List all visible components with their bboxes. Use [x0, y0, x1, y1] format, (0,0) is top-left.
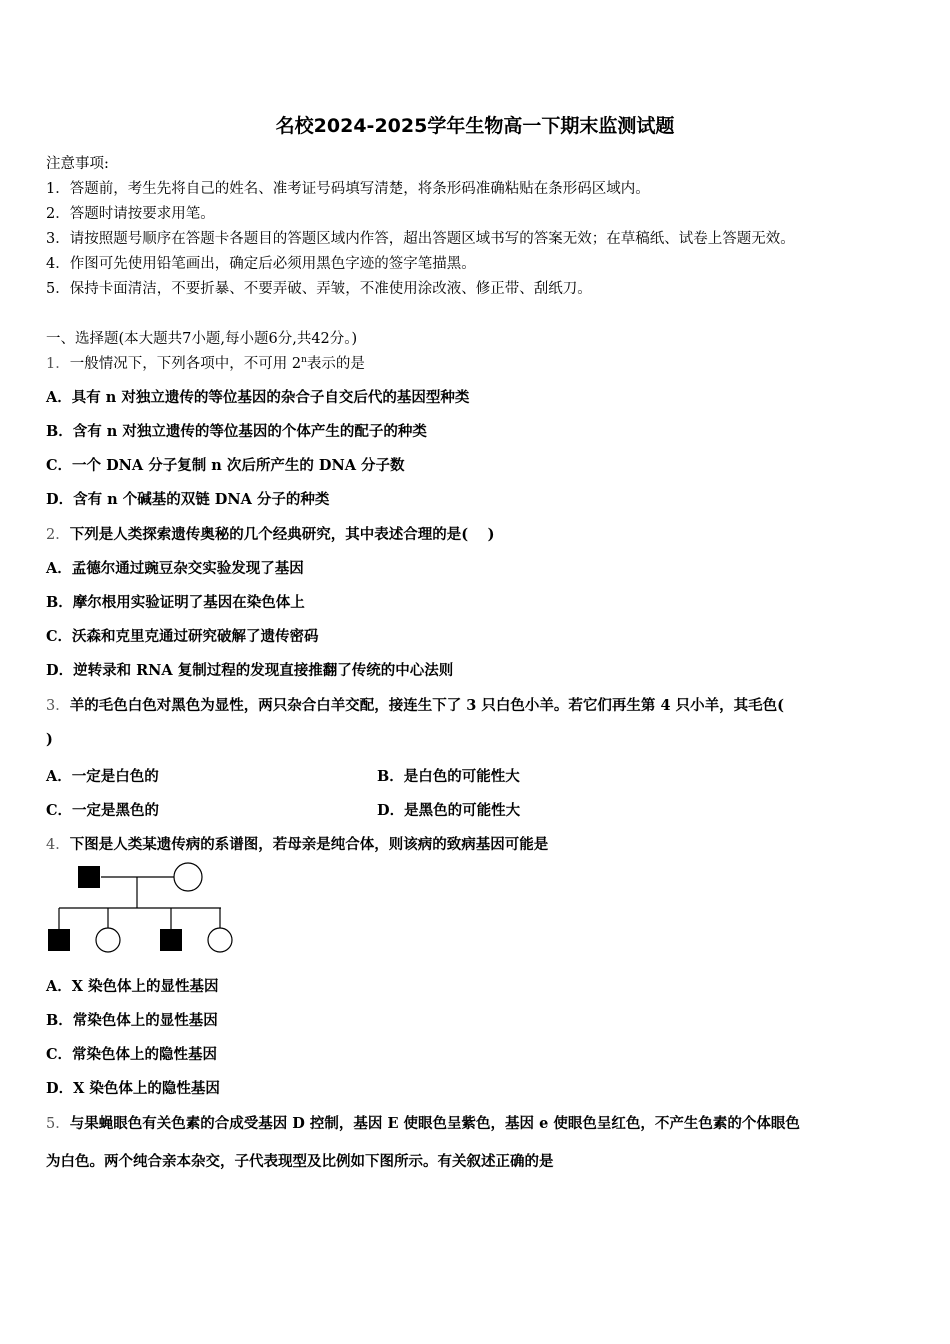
question-number: 2． [46, 527, 70, 543]
option-d[interactable]: D．是黑色的可能性大 [377, 802, 521, 819]
question-text-continued: ) [46, 731, 53, 748]
notice-heading: 注意事项: [46, 156, 109, 172]
question-number: 5． [46, 1116, 70, 1132]
notice-item: 3．请按照题号顺序在答题卡各题目的答题区域内作答，超出答题区域书写的答案无效；在草稿纸、试卷上答题无效。 [46, 231, 795, 247]
option-c[interactable]: C．常染色体上的隐性基因 [46, 1046, 218, 1063]
pedigree-diagram [45, 860, 245, 956]
option-a[interactable]: A．X 染色体上的显性基因 [46, 978, 219, 995]
unaffected-female-mother [174, 863, 202, 891]
affected-male-child [160, 929, 182, 951]
question-text-continued: 为白色。两个纯合亲本杂交，子代表现型及比例如下图所示。有关叙述正确的是 [46, 1153, 554, 1170]
option-a[interactable]: A．孟德尔通过豌豆杂交实验发现了基因 [46, 560, 304, 577]
section-heading: 一、选择题(本大题共7小题,每小题6分,共42分。) [46, 331, 358, 347]
superscript: n [301, 355, 307, 366]
question-2 [46, 523, 495, 544]
question-text: 羊的毛色白色对黑色为显性，两只杂合白羊交配，接连生下了 3 只白色小羊。若它们再生第 4 只小羊，其毛色( [69, 697, 784, 714]
option-b[interactable]: B．含有 n 对独立遗传的等位基因的个体产生的配子的种类 [46, 423, 427, 440]
question-text: 与果蝇眼色有关色素的合成受基因 D 控制，基因 E 使眼色呈紫色，基因 e 使眼色呈红色，不产生色素的个体眼色 [69, 1115, 800, 1132]
notice-item: 4．作图可先使用铅笔画出，确定后必须用黑色字迹的签字笔描黑。 [46, 256, 476, 272]
notice-item: 2．答题时请按要求用笔。 [46, 206, 215, 222]
question-text: 表示的是 [306, 356, 365, 372]
option-c[interactable]: C．一定是黑色的 [46, 802, 160, 819]
option-a[interactable]: A．一定是白色的 [46, 768, 159, 785]
unaffected-female-child [96, 928, 120, 952]
question-text: 下列是人类探索遗传奥秘的几个经典研究，其中表述合理的是( ) [69, 526, 495, 543]
question-4 [46, 833, 548, 854]
page-title: 名校2024-2025学年生物高一下期末监测试题 [275, 115, 675, 137]
question-text: 一般情况下，下列各项中，不可用 2 [69, 356, 302, 372]
option-d[interactable]: D．X 染色体上的隐性基因 [46, 1080, 220, 1097]
question-number: 3． [46, 698, 70, 714]
option-b[interactable]: B．常染色体上的显性基因 [46, 1012, 218, 1029]
affected-male-child [48, 929, 70, 951]
question-number: 4． [46, 837, 70, 853]
option-c[interactable]: C．一个 DNA 分子复制 n 次后所产生的 DNA 分子数 [46, 457, 405, 474]
option-b[interactable]: B．摩尔根用实验证明了基因在染色体上 [46, 594, 305, 611]
question-number: 1． [46, 356, 70, 372]
question-3 [46, 694, 784, 715]
notice-item: 5．保持卡面清洁，不要折暴、不要弄破、弄皱，不准使用涂改液、修正带、刮纸刀。 [46, 281, 592, 297]
notice-item: 1．答题前，考生先将自己的姓名、准考证号码填写清楚，将条形码准确粘贴在条形码区域内。 [46, 181, 650, 197]
option-d[interactable]: D．含有 n 个碱基的双链 DNA 分子的种类 [46, 491, 330, 508]
question-1 [46, 352, 365, 373]
unaffected-female-child [208, 928, 232, 952]
option-a[interactable]: A．具有 n 对独立遗传的等位基因的杂合子自交后代的基因型种类 [46, 389, 470, 406]
question-5 [46, 1112, 800, 1133]
option-c[interactable]: C．沃森和克里克通过研究破解了遗传密码 [46, 628, 319, 645]
option-b[interactable]: B．是白色的可能性大 [377, 768, 520, 785]
question-text: 下图是人类某遗传病的系谱图，若母亲是纯合体，则该病的致病基因可能是 [69, 836, 549, 853]
option-d[interactable]: D．逆转录和 RNA 复制过程的发现直接推翻了传统的中心法则 [46, 662, 454, 679]
affected-male-father [78, 866, 100, 888]
